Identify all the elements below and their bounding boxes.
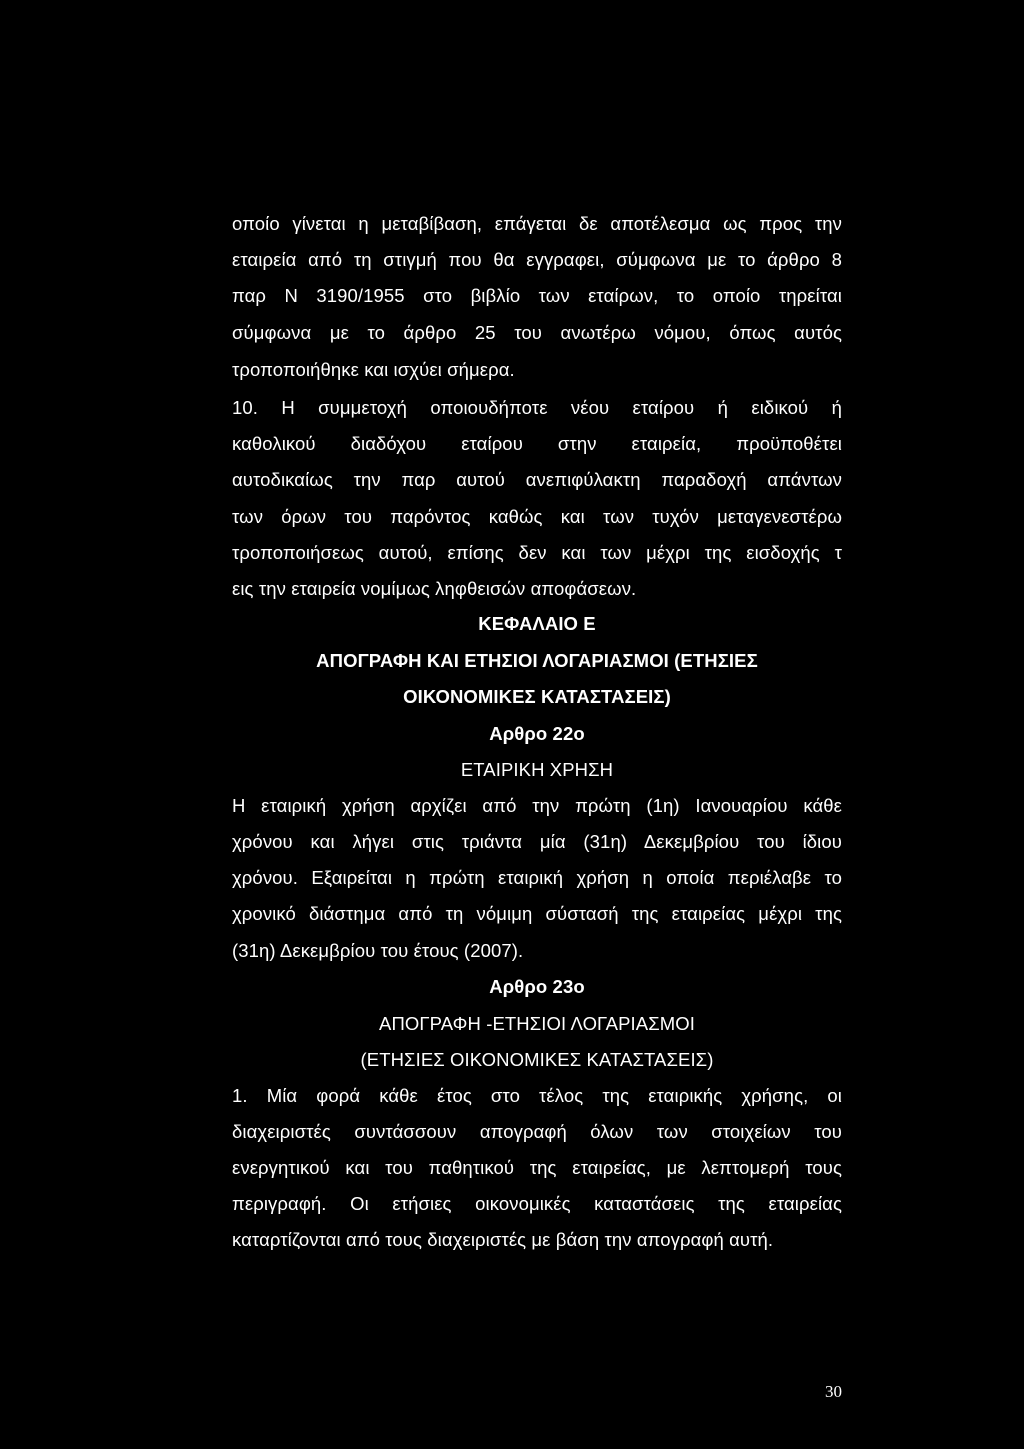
article-heading: ΑΠΟΓΡΑΦΗ -ΕΤΗΣΙΟΙ ΛΟΓΑΡΙΑΣΜΟΙ bbox=[379, 1013, 695, 1034]
text-line: παρ Ν 3190/1955 στο βιβλίο των εταίρων, το οποίο τηρείται bbox=[232, 285, 842, 306]
chapter-subtitle: ΑΠΟΓΡΑΦΗ ΚΑΙ ΕΤΗΣΙΟΙ ΛΟΓΑΡΙΑΣΜΟΙ (ΕΤΗΣΙΕΣ bbox=[316, 650, 758, 671]
article-title: Αρθρο 22ο bbox=[489, 723, 585, 744]
text-line: τροποποιήσεως αυτού, επίσης δεν και των μέχρι της εισδοχής τ bbox=[232, 542, 842, 563]
text-line: 1. Μία φορά κάθε έτος στο τέλος της εταιρικής χρήσης, οι bbox=[232, 1085, 842, 1106]
text-line: καθολικού διαδόχου εταίρου στην εταιρεία, προϋποθέτει bbox=[232, 433, 842, 454]
text-line: των όρων του παρόντος καθώς και των τυχόν μεταγενεστέρω bbox=[232, 506, 842, 527]
text-line: εις την εταιρεία νομίμως ληφθεισών αποφάσεων. bbox=[232, 578, 637, 599]
article-title: Αρθρο 23ο bbox=[489, 976, 585, 997]
chapter-subtitle: ΟΙΚΟΝΟΜΙΚΕΣ ΚΑΤΑΣΤΑΣΕΙΣ) bbox=[403, 686, 671, 707]
text-line: 10. Η συμμετοχή οποιουδήποτε νέου εταίρου ή ειδικού ή bbox=[232, 397, 842, 418]
article-heading: (ΕΤΗΣΙΕΣ ΟΙΚΟΝΟΜΙΚΕΣ ΚΑΤΑΣΤΑΣΕΙΣ) bbox=[360, 1049, 714, 1070]
text-line: περιγραφή. Οι ετήσιες οικονομικές καταστάσεις της εταιρείας bbox=[232, 1193, 842, 1214]
text-line: χρόνου και λήγει στις τριάντα μία (31η) Δεκεμβρίου του ίδιου bbox=[232, 831, 842, 852]
text-line: οποίο γίνεται η μεταβίβαση, επάγεται δε αποτέλεσμα ως προς την bbox=[232, 213, 842, 234]
text-line: (31η) Δεκεμβρίου του έτους (2007). bbox=[232, 940, 524, 961]
text-line: σύμφωνα με το άρθρο 25 του ανωτέρω νόμου, όπως αυτός bbox=[232, 322, 842, 343]
chapter-title: ΚΕΦΑΛΑΙΟ Ε bbox=[478, 613, 596, 634]
text-line: Η εταιρική χρήση αρχίζει από την πρώτη (1η) Ιανουαρίου κάθε bbox=[232, 795, 842, 816]
text-line: διαχειριστές συντάσσουν απογραφή όλων των στοιχείων του bbox=[232, 1121, 842, 1142]
article-heading: ΕΤΑΙΡΙΚΗ ΧΡΗΣΗ bbox=[460, 759, 614, 780]
text-line: εταιρεία από τη στιγμή που θα εγγραφει, σύμφωνα με το άρθρο 8 bbox=[232, 249, 842, 270]
text-line: καταρτίζονται από τους διαχειριστές με βάση την απογραφή αυτή. bbox=[232, 1229, 774, 1250]
text-line: ενεργητικού και του παθητικού της εταιρείας, με λεπτομερή τους bbox=[232, 1157, 842, 1178]
text-line: χρονικό διάστημα από τη νόμιμη σύστασή της εταιρείας μέχρι της bbox=[232, 903, 842, 924]
text-line: τροποποιήθηκε και ισχύει σήμερα. bbox=[232, 359, 515, 380]
page-number: 30 bbox=[825, 1382, 842, 1401]
text-line: χρόνου. Εξαιρείται η πρώτη εταιρική χρήση η οποία περιέλαβε το bbox=[232, 867, 842, 888]
text-line: αυτοδικαίως την παρ αυτού ανεπιφύλακτη παραδοχή απάντων bbox=[232, 469, 842, 490]
